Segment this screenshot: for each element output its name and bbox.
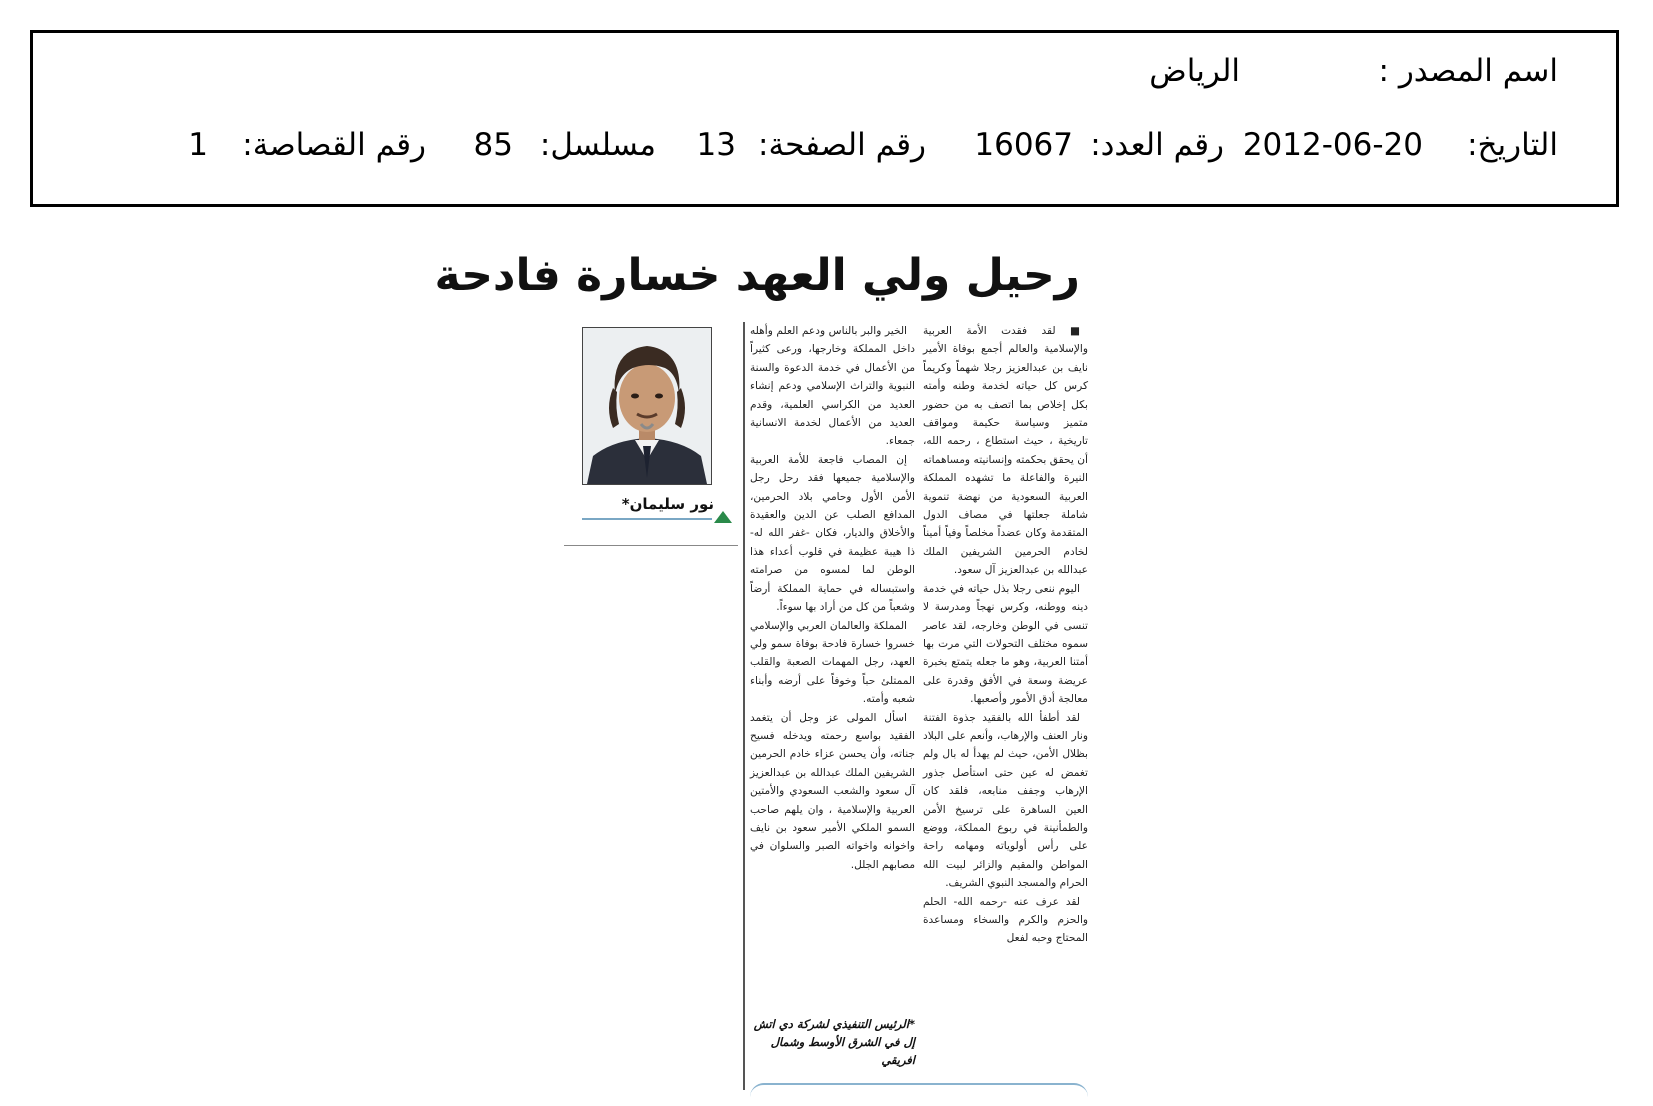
- paragraph: لقد أطفأ الله بالفقيد جذوة الفتنة ونار العنف والإرهاب، وأنعم على البلاد بظلال الأمن، حيث لم يهدأ له بال ولم تغمض له عين حتى استأصل جذور الإرهاب وجفف منابعه، فلقد كان العين الساهرة على ترسيخ الأمن والطمأنينة في ربوع المملكة، ووضع على رأس أولوياته ومهامه راحة المواطن والمقيم والزائر لبيت الله الحرام والمسجد النبوي الشريف.: [923, 711, 1088, 890]
- clip-value: 1: [188, 127, 208, 163]
- author-bottom-rule: [564, 545, 738, 546]
- date-label: التاريخ:: [1467, 127, 1558, 163]
- author-box: [564, 327, 738, 527]
- serial-value: 85: [473, 127, 513, 163]
- author-photo: [582, 327, 712, 485]
- paragraph: اليوم ننعى رجلا بذل حياته في خدمة دينه ووطنه، وكرس نهجاً ومدرسة لا تنسى في الوطن وخارجه، لقد عاصر سموه مختلف التحولات التي مرت بها أمتنا العربية، وهو ما جعله يتمتع بخبرة عريضة وسعة في الأفق وقدرة على معالجة أدق الأمور وأصعبها.: [923, 582, 1088, 706]
- serial-label: مسلسل:: [539, 127, 656, 163]
- article-column-middle: [750, 322, 915, 874]
- paragraph: المملكة والعالمان العربي والإسلامي خسروا خسارة فادحة بوفاة سمو ولي العهد، رجل المهمات الصعبة والقلب الممتلئ حباً وخوفاً على أرضه وأبناء شعبه وأمته.: [750, 619, 915, 706]
- author-portrait-icon: [583, 328, 711, 484]
- author-rule: [582, 518, 712, 520]
- paragraph: الخير والبر بالناس ودعم العلم وأهله داخل المملكة وخارجها، ورعى كثيراً من الأعمال في خدمة الدعوة والسنة النبوية والتراث الإسلامي ودعم إنشاء العديد من الكراسي العلمية، وقدم العديد من الأعمال لخدمة الانسانية جمعاء.: [750, 325, 915, 448]
- paragraph: اسأل المولى عز وجل أن يتغمد الفقيد بواسع رحمته ويدخله فسيح جناته، وأن يحسن عزاء خادم الحرمين الشريفين الملك عبدالله بن عبدالعزيز آل سعود والشعب السعودي والأمتين العربية والإسلامية ، وان يلهم صاحب السمو الملكي الأمير سعود بن نايف واخوانه واخواته الصبر والسلوان في مصابهم الجلل.: [750, 711, 915, 871]
- paragraph: إن المصاب فاجعة للأمة العربية والإسلامية جميعها فقد رحل رجل الأمن الأول وحامي بلاد الحرمين، المدافع الصلب عن الدين والعقيدة والأخلاق والديار، فكان -غفر الله له- ذا هيبة عظيمة في قلوب أعداء هذا الوطن لما لمسوه من صرامته واستبساله في حماية المملكة أرضاً وشعباً من كل من أراد بها سوءاً.: [750, 453, 915, 614]
- paragraph: لقد عرف عنه -رحمه الله- الحلم والحزم والكرم والسخاء ومساعدة المحتاج وحبه لفعل: [923, 895, 1088, 945]
- clipping-header: [30, 30, 1619, 207]
- author-name: نور سليمان*: [621, 495, 714, 513]
- source-value: الرياض: [1149, 53, 1240, 89]
- triangle-marker-icon: [714, 511, 732, 523]
- clip-label: رقم القصاصة:: [242, 127, 426, 163]
- article-title: رحيل ولي العهد خسارة فادحة: [434, 250, 1080, 301]
- column-divider: [743, 322, 745, 1090]
- issue-label: رقم العدد:: [1090, 127, 1224, 163]
- source-label: اسم المصدر :: [1378, 53, 1558, 89]
- bottom-decoration: [750, 1083, 1088, 1103]
- date-value: 2012-06-20: [1242, 127, 1423, 163]
- page-label: رقم الصفحة:: [758, 127, 926, 163]
- article-column-right: [923, 322, 1088, 948]
- issue-value: 16067: [974, 127, 1073, 163]
- author-footnote: *الرئيس التنفيذي لشركة دي اتش إل في الشرق الأوسط وشمال افريقي: [753, 1017, 915, 1067]
- page-value: 13: [696, 127, 736, 163]
- paragraph: ■ لقد فقدت الأمة العربية والإسلامية والعالم أجمع بوفاة الأمير نايف بن عبدالعزيز رجلا شهماً وكريماً كرس كل حياته لخدمة وطنه وأمته بكل إخلاص بما اتصف به من حضور متميز وسياسة حكيمة ومواقف تاريخية ، حيث استطاع ، رحمه الله، أن يحقق بحكمته وإنسانيته ومساهماته النيرة والفاعلة ما تشهده المملكة العربية السعودية من نهضة تنموية شاملة جعلتها في مصاف الدول المتقدمة وكان عضداً مخلصاً وفياً أميناً لخادم الحرمين الشريفين الملك عبدالله بن عبدالعزيز آل سعود.: [923, 325, 1088, 577]
